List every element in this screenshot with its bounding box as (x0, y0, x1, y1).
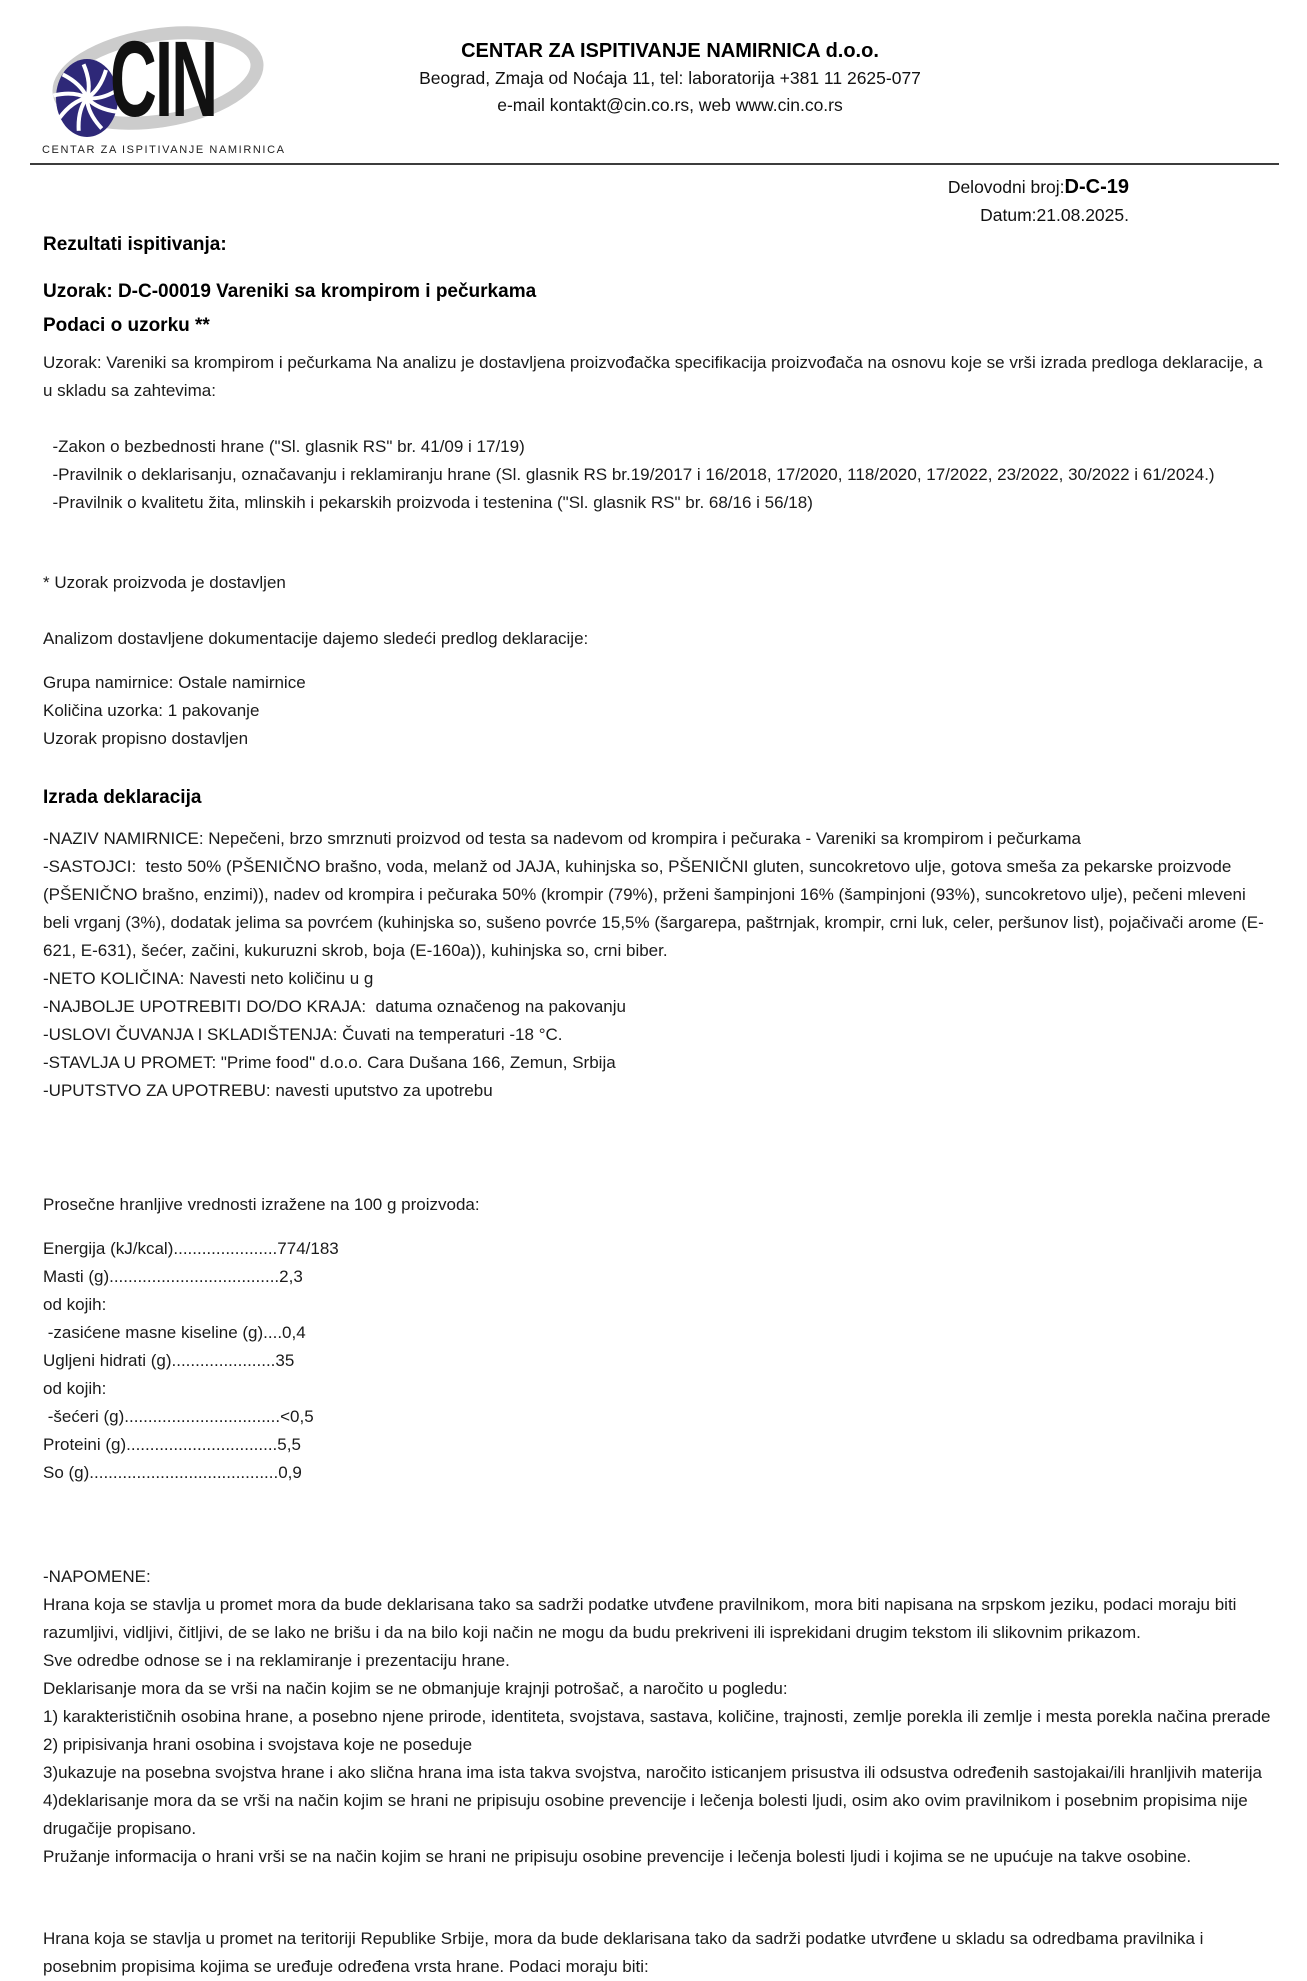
nutrition-item-odkojih: od kojih: (43, 1379, 107, 1398)
nutrition-item-so: So (g)........................................0,9 (43, 1463, 302, 1482)
sample-title: Uzorak: D-C-00019 Vareniki sa krompirom i pečurkama (43, 281, 537, 302)
logo-acronym: CIN (110, 18, 217, 139)
notes-paragraph: Pružanje informacija o hrani vrši se na način kojim se hrani ne pripisuju osobine prevencije i lečenja bolesti ljudi i kojima se ne upućuje na takve osobine. (43, 1847, 1192, 1866)
cin-logo (40, 18, 290, 170)
closing-paragraph: Hrana koja se stavlja u promet na teritoriji Republike Srbije, mora da bude deklarisana tako da sadrži podatke utvrđene u skladu sa odredbama pravilnika i posebnim propisima kojima se uređuje određena vrsta hrane. Podaci moraju biti: (43, 1929, 1209, 1976)
regulation-item: -Zakon o bezbednosti hrane ("Sl. glasnik RS" br. 41/09 i 17/19) (43, 437, 525, 456)
notes-item-3: 3)ukazuje na posebna svojstva hrane i ako slična hrana ima ista takva svojstva, naročito isticanjem prisustva ili odsustva određenih sastojakai/ili hranljivih materija (43, 1763, 1262, 1782)
declaration-item-sastojci: -SASTOJCI: testo 50% (PŠENIČNO brašno, voda, melanž od JAJA, kuhinjska so, PŠENIČNI gluten, suncokretovo ulje, gotova smeša za pekarske proizvode (PŠENIČNO brašno, enzimi)), nadev od krompira i pečuraka 50% (krompir (79%), prženi šampinjoni 16% (šampinjoni (93%), suncokretovo ulje), pečeni mleveni beli vrganj (3%), dodatak jelima sa povrćem (kuhinjska so, sušeno povrće 15,5% (šargarepa, paštrnjak, krompir, crni luk, celer, peršunov list), pojačivači arome (E-621, E-631), šećer, začini, kukuruzni skrob, boja (E-160a)), kuhinjska so, crni biber. (43, 857, 1264, 960)
nutrition-item-ugljeni: Ugljeni hidrati (g)......................35 (43, 1351, 295, 1370)
analysis-note: Analizom dostavljene dokumentacije dajemo sledeći predlog deklaracije: (43, 629, 589, 648)
sample-info-item: Količina uzorka: 1 pakovanje (43, 701, 260, 720)
delovodni-broj-label: Delovodni broj: (947, 177, 1065, 197)
regulation-item: -Pravilnik o deklarisanju, označavanju i reklamiranju hrane (Sl. glasnik RS br.19/2017 i 16/2018, 17/2020, 118/2020, 17/2022, 23/2022, 30/2022 i 61/2024.) (43, 465, 1215, 484)
nutrition-item-energija: Energija (kJ/kcal)......................774/183 (43, 1239, 339, 1258)
nutrition-item-proteini: Proteini (g)................................5,5 (43, 1435, 301, 1454)
report-body (43, 224, 1273, 1981)
declaration-item-neto: -NETO KOLIČINA: Navesti neto količinu u g (43, 969, 374, 988)
company-address: Beograd, Zmaja od Noćaja 11, tel: laboratorija +381 11 2625-077 (419, 68, 921, 88)
notes-item-4: 4)deklarisanje mora da se vrši na način kojim se hrani ne pripisuju osobine prevencije i lečenja bolesti ljudi, osim ako ovim pravilnikom i posebnim propisima nije drugačije propisano. (43, 1791, 1253, 1838)
declaration-title: Izrada deklaracija (43, 787, 202, 808)
declaration-list (43, 825, 1273, 1105)
logo-caption: CENTAR ZA ISPITIVANJE NAMIRNICA (42, 144, 286, 156)
notes-heading: -NAPOMENE: (43, 1567, 151, 1586)
sample-info-item: Grupa namirnice: Ostale namirnice (43, 673, 306, 692)
nutrition-item-masti: Masti (g)....................................2,3 (43, 1267, 303, 1286)
declaration-item-uslovi: -USLOVI ČUVANJA I SKLADIŠTENJA: Čuvati na temperaturi -18 °C. (43, 1025, 563, 1044)
notes-paragraph: Sve odredbe odnose se i na reklamiranje i prezentaciju hrane. (43, 1651, 510, 1670)
nutrition-item-seceri: -šećeri (g).................................<0,5 (43, 1407, 314, 1426)
nutrition-item-odkojih: od kojih: (43, 1295, 107, 1314)
sample-info-list (43, 669, 1273, 753)
notes-item-2: 2) pripisivanja hrani osobina i svojstava koje ne poseduje (43, 1735, 473, 1754)
regulation-item: -Pravilnik o kvalitetu žita, mlinskih i pekarskih proizvoda i testenina ("Sl. glasnik RS" br. 68/16 i 56/18) (43, 493, 813, 512)
delovodni-broj-value: D-C-19 (1064, 176, 1129, 198)
sample-intro-paragraph: Uzorak: Vareniki sa krompirom i pečurkama Na analizu je dostavljena proizvođačka specifikacija proizvođača na osnovu koje se vrši izrada predloga deklaracije, a u skladu sa zahtevima: (43, 353, 1268, 400)
declaration-item-uputstvo: -UPUTSTVO ZA UPOTREBU: navesti uputstvo za upotrebu (43, 1081, 493, 1100)
datum-value: 21.08.2025. (1036, 205, 1129, 225)
notes-item-1: 1) karakterističnih osobina hrane, a posebno njene prirode, identiteta, svojstava, sastava, količine, trajnosti, zemlje porekla ili zemlje i mesta porekla načina prerade (43, 1707, 1271, 1726)
company-contact: e-mail kontakt@cin.co.rs, web www.cin.co.rs (497, 95, 843, 115)
declaration-item-rok: -NAJBOLJE UPOTREBITI DO/DO KRAJA: datuma označenog na pakovanju (43, 997, 626, 1016)
regulations-list (43, 433, 1273, 517)
notes-paragraph: Deklarisanje mora da se vrši na način kojim se ne obmanjuje krajnji potrošač, a naročito u pogledu: (43, 1679, 788, 1698)
sample-info-item: Uzorak propisno dostavljen (43, 729, 249, 748)
meta-block (0, 174, 1129, 230)
nutrition-list (43, 1235, 1273, 1487)
section-podaci-title: Podaci o uzorku ** (43, 315, 210, 336)
nutrition-intro: Prosečne hranljive vrednosti izražene na 100 g proizvoda: (43, 1195, 480, 1214)
datum-label: Datum: (980, 205, 1037, 225)
sample-footnote: * Uzorak proizvoda je dostavljen (43, 573, 286, 592)
declaration-item-naziv: -NAZIV NAMIRNICE: Nepečeni, brzo smrznuti proizvod od testa sa nadevom od krompira i pečuraka - Vareniki sa krompirom i pečurkama (43, 829, 1082, 848)
declaration-item-promet: -STAVLJA U PROMET: "Prime food" d.o.o. Cara Dušana 166, Zemun, Srbija (43, 1053, 616, 1072)
notes-paragraph: Hrana koja se stavlja u promet mora da bude deklarisana tako sa sadrži podatke utvđene pravilnikom, mora biti napisana na srpskom jeziku, podaci moraju biti razumljivi, vidljivi, čitljivi, de se lako ne brišu i da na bilo koji način ne mogu da budu prekriveni ili isprekidani drugim tekstom ili slikovnim prikazom. (43, 1595, 1242, 1642)
notes-section (43, 1563, 1273, 1871)
delovodni-broj-row (0, 174, 1129, 202)
header-divider (30, 163, 1279, 165)
company-header (360, 38, 980, 119)
company-name: CENTAR ZA ISPITIVANJE NAMIRNICA d.o.o. (461, 40, 879, 62)
nutrition-item-zasicene: -zasićene masne kiseline (g)....0,4 (43, 1323, 306, 1342)
results-title: Rezultati ispitivanja: (43, 234, 227, 255)
